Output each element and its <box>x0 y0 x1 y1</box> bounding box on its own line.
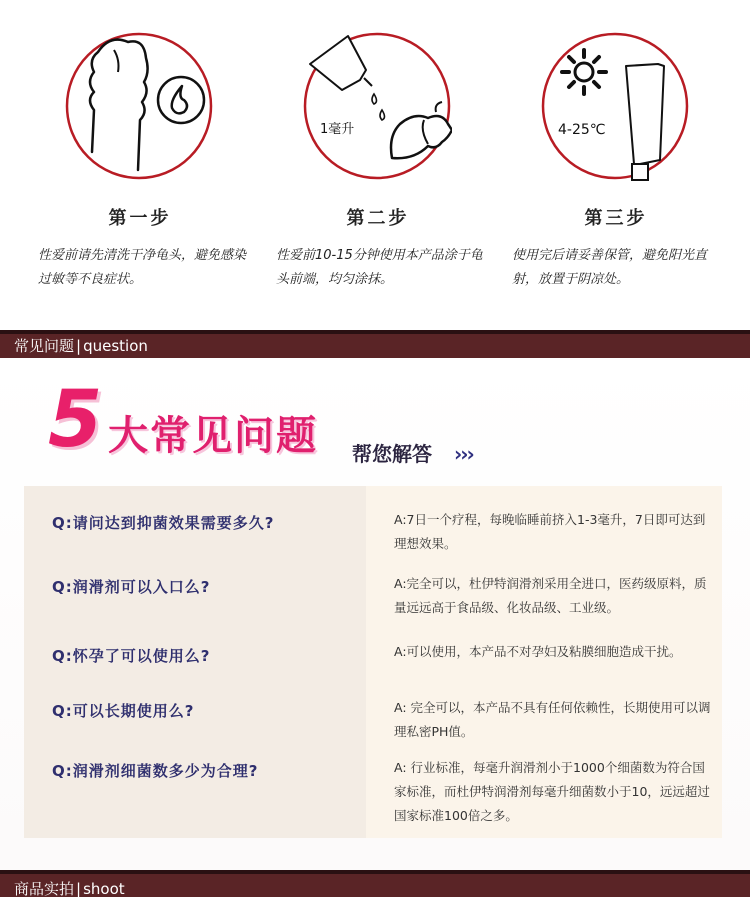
heading-number: 5 <box>48 375 103 465</box>
step-2-illustration <box>302 20 452 192</box>
shoot-bar-en: shoot <box>83 880 125 897</box>
faq-answer-3: A:可以使用，本产品不对孕妇及粘膜细胞造成干扰。 <box>394 644 682 659</box>
step-2-description: 性爱前10-15分钟使用本产品涂于龟头前端，均匀涂抹。 <box>276 248 483 287</box>
step-1-title: 第一步 <box>108 208 172 229</box>
faq-answer-5: A: 行业标准，每毫升润滑剂小于1000个细菌数为符合国家标准，而杜伊特润滑剂每毫升细菌数小于10，远远超过国家标准100倍之多。 <box>394 760 710 823</box>
faq-answer-4: A: 完全可以，本产品不具有任何依赖性，长期使用可以调理私密PH值。 <box>394 700 711 739</box>
faq-question-3: Q:怀孕了可以使用么? <box>52 647 211 665</box>
step-1-illustration <box>64 20 214 192</box>
faq-question-5: Q:润滑剂细菌数多少为合理? <box>52 762 259 780</box>
heading-title: 大常见问题 <box>108 413 318 459</box>
chevron-right-icon: ››› <box>454 442 473 466</box>
faq-bar-cn: 常见问题 <box>14 337 75 355</box>
step-2-title: 第二步 <box>346 208 410 229</box>
faq-question-4: Q:可以长期使用么? <box>52 702 195 720</box>
faq-bar-en: question <box>83 337 148 355</box>
faq-section-bar <box>0 330 750 358</box>
faq-question-1: Q:请问达到抑菌效果需要多久? <box>52 514 275 532</box>
shoot-bar-sep: | <box>76 880 82 897</box>
step-3-title: 第三步 <box>584 208 648 229</box>
shoot-bar-cn: 商品实拍 <box>14 880 75 897</box>
step-3-description: 使用完后请妥善保管，避免阳光直射，放置于阴凉处。 <box>512 248 708 287</box>
step-3-illustration <box>540 20 690 192</box>
faq-bar-sep: | <box>76 337 82 355</box>
step-1-description: 性爱前请先清洗干净龟头，避免感染过敏等不良症状。 <box>38 248 247 287</box>
shoot-section-bar <box>0 870 750 897</box>
temperature-label: 4-25℃ <box>558 122 606 138</box>
faq-question-2: Q:润滑剂可以入口么? <box>52 578 211 596</box>
heading-subtitle: 帮您解答 <box>352 442 432 466</box>
faq-answer-2: A:完全可以，杜伊特润滑剂采用全进口，医药级原料，质量远远高于食品级、化妆品级、工业级。 <box>394 576 707 615</box>
amount-label: 1毫升 <box>320 122 355 137</box>
faq-answer-1: A:7日一个疗程，每晚临睡前挤入1-3毫升，7日即可达到理想效果。 <box>394 512 706 551</box>
